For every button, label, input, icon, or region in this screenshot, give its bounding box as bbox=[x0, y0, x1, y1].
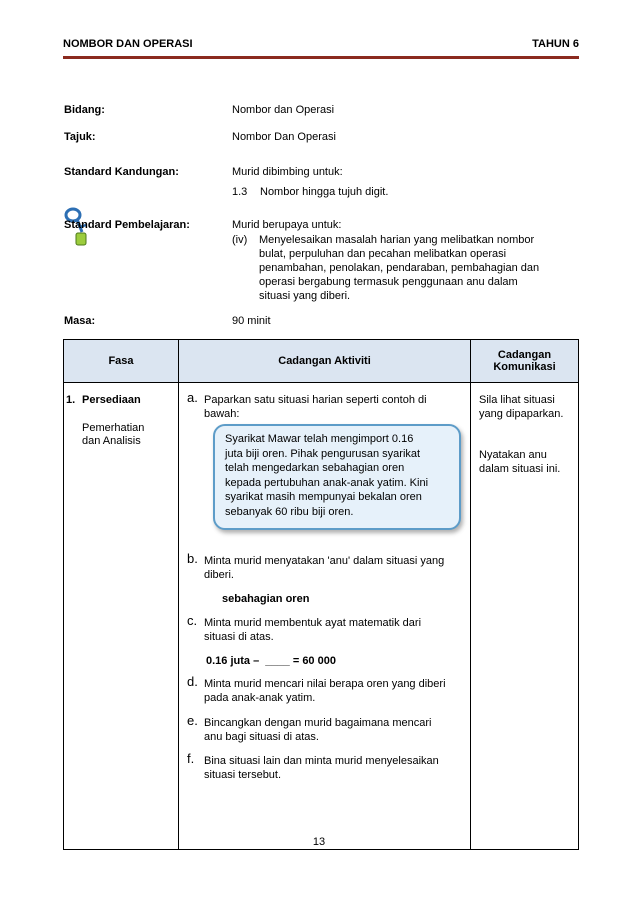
fasa-cell bbox=[64, 383, 179, 850]
komunikasi-2-line-1: Nyatakan anu bbox=[479, 449, 547, 461]
col-header-komunikasi-line-2: Komunikasi bbox=[493, 361, 556, 373]
tajuk-label: Tajuk: bbox=[64, 131, 96, 143]
activity-a-line-1: Paparkan satu situasi harian seperti contoh di bbox=[204, 394, 427, 406]
komunikasi-1-line-2: yang dipaparkan. bbox=[479, 408, 564, 420]
bidang-label: Bidang: bbox=[64, 104, 105, 116]
activity-b-letter: b. bbox=[187, 551, 198, 566]
standard-kandungan-value: Murid dibimbing untuk: bbox=[232, 166, 343, 178]
page-number: 13 bbox=[312, 836, 326, 848]
activity-e-line-2: anu bagi situasi di atas. bbox=[204, 731, 319, 743]
sp-item-line-2: bulat, perpuluhan dan pecahan melibatkan operasi bbox=[259, 248, 507, 260]
activity-c-letter: c. bbox=[187, 613, 198, 628]
col-header-aktiviti: Cadangan Aktiviti bbox=[179, 340, 471, 383]
activity-c-line-2: situasi di atas. bbox=[204, 631, 274, 643]
activity-f-line-1: Bina situasi lain dan minta murid menyelesaikan bbox=[204, 755, 439, 767]
komunikasi-1-line-1: Sila lihat situasi bbox=[479, 394, 555, 406]
standard-pembelajaran-value: Murid berupaya untuk: bbox=[232, 219, 342, 231]
standard-pembelajaran-label: Standard Pembelajaran: bbox=[64, 219, 190, 231]
activity-c-line-1: Minta murid membentuk ayat matematik dari bbox=[204, 617, 422, 629]
standard-kandungan-label: Standard Kandungan: bbox=[64, 166, 179, 178]
fasa-sub-1: Pemerhatian bbox=[82, 422, 145, 434]
table-header-row bbox=[64, 340, 579, 383]
fasa-title: Persediaan bbox=[82, 394, 141, 406]
activity-e-letter: e. bbox=[187, 713, 198, 728]
activity-f-line-2: situasi tersebut. bbox=[204, 769, 282, 781]
sp-item-line-4: operasi bergabung termasuk penggunaan anu dalam bbox=[259, 276, 518, 288]
callout-line-2: juta biji oren. Pihak pengurusan syarikat bbox=[225, 447, 421, 460]
activity-a-letter: a. bbox=[187, 390, 198, 405]
col-header-fasa: Fasa bbox=[64, 340, 179, 383]
sp-item-line-5: situasi yang diberi. bbox=[259, 290, 351, 302]
situation-callout-text bbox=[225, 432, 447, 519]
activity-b-answer: sebahagian oren bbox=[222, 593, 310, 605]
header-subject: NOMBOR DAN OPERASI bbox=[63, 38, 193, 50]
sp-item-line-1: Menyelesaikan masalah harian yang melibatkan nombor bbox=[259, 234, 535, 246]
callout-line-3: telah mengedarkan sebahagian oren bbox=[225, 462, 405, 474]
callout-line-4: kepada pertubuhan anak-anak yatim. Kini bbox=[225, 476, 429, 489]
activity-e-line-1: Bincangkan dengan murid bagaimana mencari bbox=[204, 717, 432, 729]
col-header-komunikasi bbox=[471, 340, 579, 383]
masa-label: Masa: bbox=[64, 315, 96, 327]
activity-b-line-1: Minta murid menyatakan 'anu' dalam situasi yang bbox=[204, 555, 445, 567]
header-rule bbox=[63, 56, 579, 59]
col-header-komunikasi-line-1: Cadangan bbox=[497, 349, 552, 361]
header-year: TAHUN 6 bbox=[532, 38, 579, 50]
sp-item-number: (iv) bbox=[232, 234, 248, 246]
callout-line-6: sebanyak 60 ribu biji oren. bbox=[225, 505, 354, 518]
sk-item-number: 1.3 bbox=[232, 186, 248, 198]
sk-item-text: Nombor hingga tujuh digit. bbox=[260, 186, 389, 198]
activity-d-line-2: pada anak-anak yatim. bbox=[204, 692, 316, 704]
fasa-sub-2: dan Analisis bbox=[82, 435, 141, 447]
running-header bbox=[63, 38, 579, 58]
callout-line-5: syarikat masih mempunyai bekalan oren bbox=[225, 491, 422, 503]
activity-c-answer: 0.16 juta – ____ = 60 000 bbox=[206, 655, 336, 667]
activity-f-letter: f. bbox=[187, 751, 195, 766]
sp-item-line-3: penambahan, penolakan, pendaraban, pembahagian dan bbox=[259, 262, 540, 274]
callout-line-1: Syarikat Mawar telah mengimport 0.16 bbox=[225, 433, 414, 445]
masa-value: 90 minit bbox=[232, 315, 271, 327]
tajuk-value: Nombor Dan Operasi bbox=[232, 131, 336, 143]
activity-a-line-2: bawah: bbox=[204, 408, 240, 420]
bidang-value: Nombor dan Operasi bbox=[232, 104, 335, 116]
fasa-number: 1. bbox=[66, 394, 76, 406]
activity-d-letter: d. bbox=[187, 674, 198, 689]
activity-b-line-2: diberi. bbox=[204, 569, 234, 581]
komunikasi-2-line-2: dalam situasi ini. bbox=[479, 463, 561, 475]
activity-d-line-1: Minta murid mencari nilai berapa oren yang diberi bbox=[204, 678, 446, 690]
